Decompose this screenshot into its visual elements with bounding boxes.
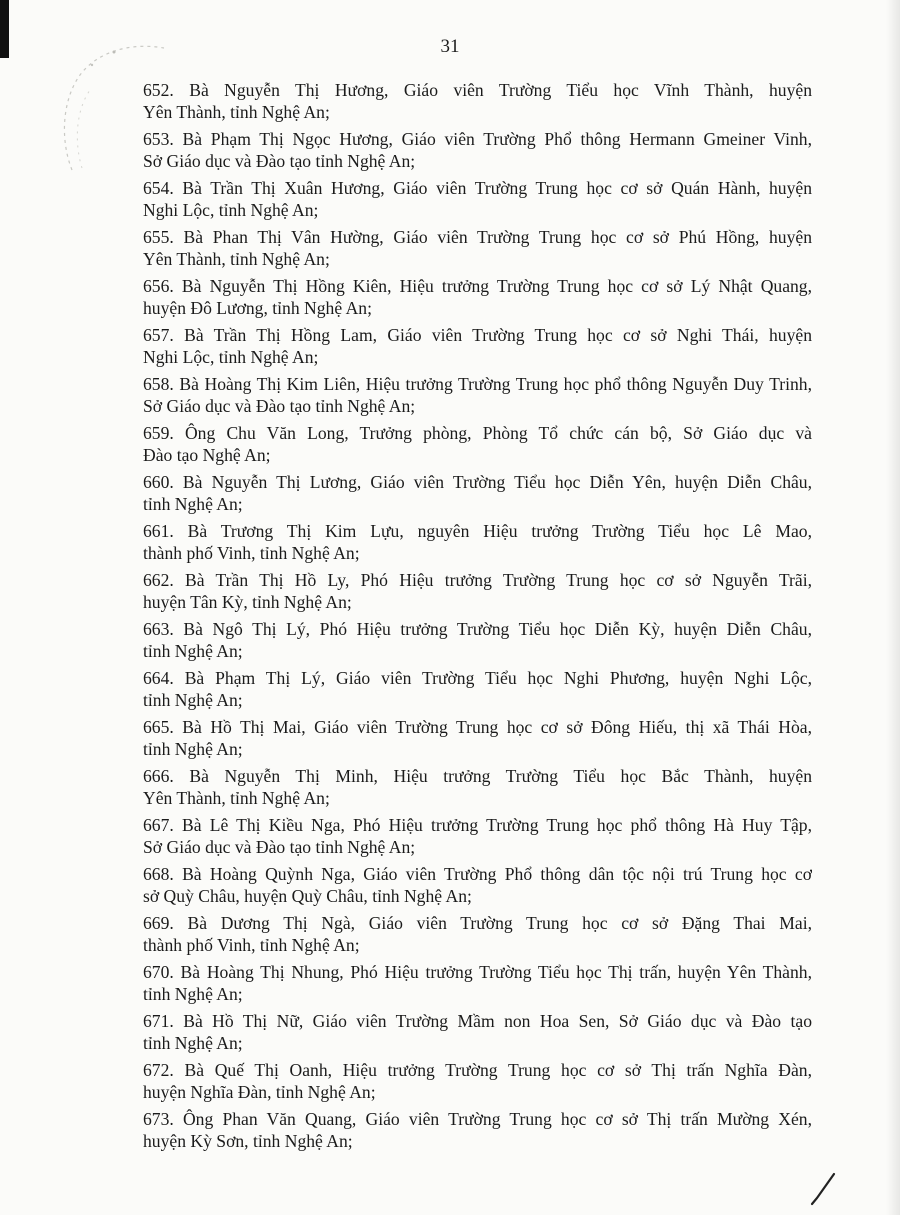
entry-first-line: 662. Bà Trần Thị Hồ Ly, Phó Hiệu trưởng Trường Trung học cơ sở Nguyễn Trãi, xyxy=(143,570,812,590)
list-item xyxy=(143,325,812,368)
entry-second-line: thành phố Vinh, tỉnh Nghệ An; xyxy=(143,934,360,955)
entry-second-line: huyện Nghĩa Đàn, tỉnh Nghệ An; xyxy=(143,1081,376,1102)
entry-second-line: thành phố Vinh, tỉnh Nghệ An; xyxy=(143,542,360,563)
entry-second-line: huyện Đô Lương, tỉnh Nghệ An; xyxy=(143,297,372,318)
list-item xyxy=(143,1060,812,1103)
entry-first-line: 654. Bà Trần Thị Xuân Hương, Giáo viên Trường Trung học cơ sở Quán Hành, huyện xyxy=(143,178,812,198)
entry-first-line: 669. Bà Dương Thị Ngà, Giáo viên Trường Trung học cơ sở Đặng Thai Mai, xyxy=(143,913,812,933)
entry-first-line: 652. Bà Nguyễn Thị Hương, Giáo viên Trường Tiểu học Vĩnh Thành, huyện xyxy=(143,80,812,100)
list-item xyxy=(143,423,812,466)
entry-second-line: tỉnh Nghệ An; xyxy=(143,1032,243,1053)
list-item xyxy=(143,1109,812,1152)
list-item xyxy=(143,276,812,319)
entry-first-line: 667. Bà Lê Thị Kiều Nga, Phó Hiệu trưởng Trường Trung học phổ thông Hà Huy Tập, xyxy=(143,815,812,835)
entry-second-line: huyện Tân Kỳ, tỉnh Nghệ An; xyxy=(143,591,352,612)
entry-second-line: tỉnh Nghệ An; xyxy=(143,983,243,1004)
entry-first-line: 663. Bà Ngô Thị Lý, Phó Hiệu trưởng Trường Tiểu học Diễn Kỳ, huyện Diễn Châu, xyxy=(143,619,812,639)
entry-second-line: Sở Giáo dục và Đào tạo tỉnh Nghệ An; xyxy=(143,836,416,857)
entry-first-line: 670. Bà Hoàng Thị Nhung, Phó Hiệu trưởng Trường Tiểu học Thị trấn, huyện Yên Thành, xyxy=(143,962,812,982)
entry-second-line: Yên Thành, tỉnh Nghệ An; xyxy=(143,248,330,269)
entry-first-line: 661. Bà Trương Thị Kim Lựu, nguyên Hiệu trưởng Trường Tiểu học Lê Mao, xyxy=(143,521,812,541)
list-item xyxy=(143,374,812,417)
entry-first-line: 656. Bà Nguyễn Thị Hồng Kiên, Hiệu trưởng Trường Trung học cơ sở Lý Nhật Quang, xyxy=(143,276,812,296)
entry-first-line: 672. Bà Quế Thị Oanh, Hiệu trưởng Trường Trung học cơ sở Thị trấn Nghĩa Đàn, xyxy=(143,1060,812,1080)
list-item xyxy=(143,766,812,809)
list-item xyxy=(143,521,812,564)
entry-second-line: Yên Thành, tỉnh Nghệ An; xyxy=(143,101,330,122)
list-item xyxy=(143,178,812,221)
entry-second-line: Sở Giáo dục và Đào tạo tỉnh Nghệ An; xyxy=(143,395,416,416)
entry-second-line: tỉnh Nghệ An; xyxy=(143,738,243,759)
list-item xyxy=(143,717,812,760)
entry-first-line: 657. Bà Trần Thị Hồng Lam, Giáo viên Trường Trung học cơ sở Nghi Thái, huyện xyxy=(143,325,812,345)
entry-second-line: sở Quỳ Châu, huyện Quỳ Châu, tỉnh Nghệ An; xyxy=(143,885,472,906)
entry-first-line: 664. Bà Phạm Thị Lý, Giáo viên Trường Tiểu học Nghi Phương, huyện Nghi Lộc, xyxy=(143,668,812,688)
entry-first-line: 658. Bà Hoàng Thị Kim Liên, Hiệu trưởng Trường Trung học phổ thông Nguyễn Duy Trinh, xyxy=(143,374,812,394)
entry-first-line: 665. Bà Hồ Thị Mai, Giáo viên Trường Trung học cơ sở Đông Hiếu, thị xã Thái Hòa, xyxy=(143,717,812,737)
entry-second-line: tỉnh Nghệ An; xyxy=(143,493,243,514)
entry-first-line: 659. Ông Chu Văn Long, Trưởng phòng, Phòng Tổ chức cán bộ, Sở Giáo dục và xyxy=(143,423,812,443)
pen-stroke-mark xyxy=(808,1172,838,1208)
entry-first-line: 673. Ông Phan Văn Quang, Giáo viên Trường Trung học cơ sở Thị trấn Mường Xén, xyxy=(143,1109,812,1129)
entry-first-line: 666. Bà Nguyễn Thị Minh, Hiệu trưởng Trường Tiểu học Bắc Thành, huyện xyxy=(143,766,812,786)
list-item xyxy=(143,864,812,907)
page-number: 31 xyxy=(440,36,460,57)
page-edge-shadow xyxy=(886,0,900,1215)
list-item xyxy=(143,668,812,711)
entry-first-line: 660. Bà Nguyễn Thị Lương, Giáo viên Trường Tiểu học Diễn Yên, huyện Diễn Châu, xyxy=(143,472,812,492)
entry-second-line: huyện Kỳ Sơn, tỉnh Nghệ An; xyxy=(143,1130,353,1151)
entry-second-line: Nghi Lộc, tỉnh Nghệ An; xyxy=(143,346,319,367)
entry-second-line: Đào tạo Nghệ An; xyxy=(143,444,271,465)
list-item xyxy=(143,1011,812,1054)
entry-second-line: tỉnh Nghệ An; xyxy=(143,640,243,661)
entry-first-line: 668. Bà Hoàng Quỳnh Nga, Giáo viên Trường Phổ thông dân tộc nội trú Trung học cơ xyxy=(143,864,812,884)
list-item xyxy=(143,619,812,662)
entry-first-line: 653. Bà Phạm Thị Ngọc Hương, Giáo viên Trường Phổ thông Hermann Gmeiner Vinh, xyxy=(143,129,812,149)
list-item xyxy=(143,472,812,515)
entry-second-line: tỉnh Nghệ An; xyxy=(143,689,243,710)
list-item xyxy=(143,913,812,956)
list-item xyxy=(143,227,812,270)
list-item xyxy=(143,815,812,858)
entry-second-line: Nghi Lộc, tỉnh Nghệ An; xyxy=(143,199,319,220)
entry-second-line: Sở Giáo dục và Đào tạo tỉnh Nghệ An; xyxy=(143,150,416,171)
list-item xyxy=(143,962,812,1005)
entry-first-line: 655. Bà Phan Thị Vân Hường, Giáo viên Trường Trung học cơ sở Phú Hồng, huyện xyxy=(143,227,812,247)
list-item xyxy=(143,129,812,172)
entry-second-line: Yên Thành, tỉnh Nghệ An; xyxy=(143,787,330,808)
award-recipient-list xyxy=(143,80,812,1158)
list-item xyxy=(143,570,812,613)
entry-first-line: 671. Bà Hồ Thị Nữ, Giáo viên Trường Mầm non Hoa Sen, Sở Giáo dục và Đào tạo xyxy=(143,1011,812,1031)
list-item xyxy=(143,80,812,123)
